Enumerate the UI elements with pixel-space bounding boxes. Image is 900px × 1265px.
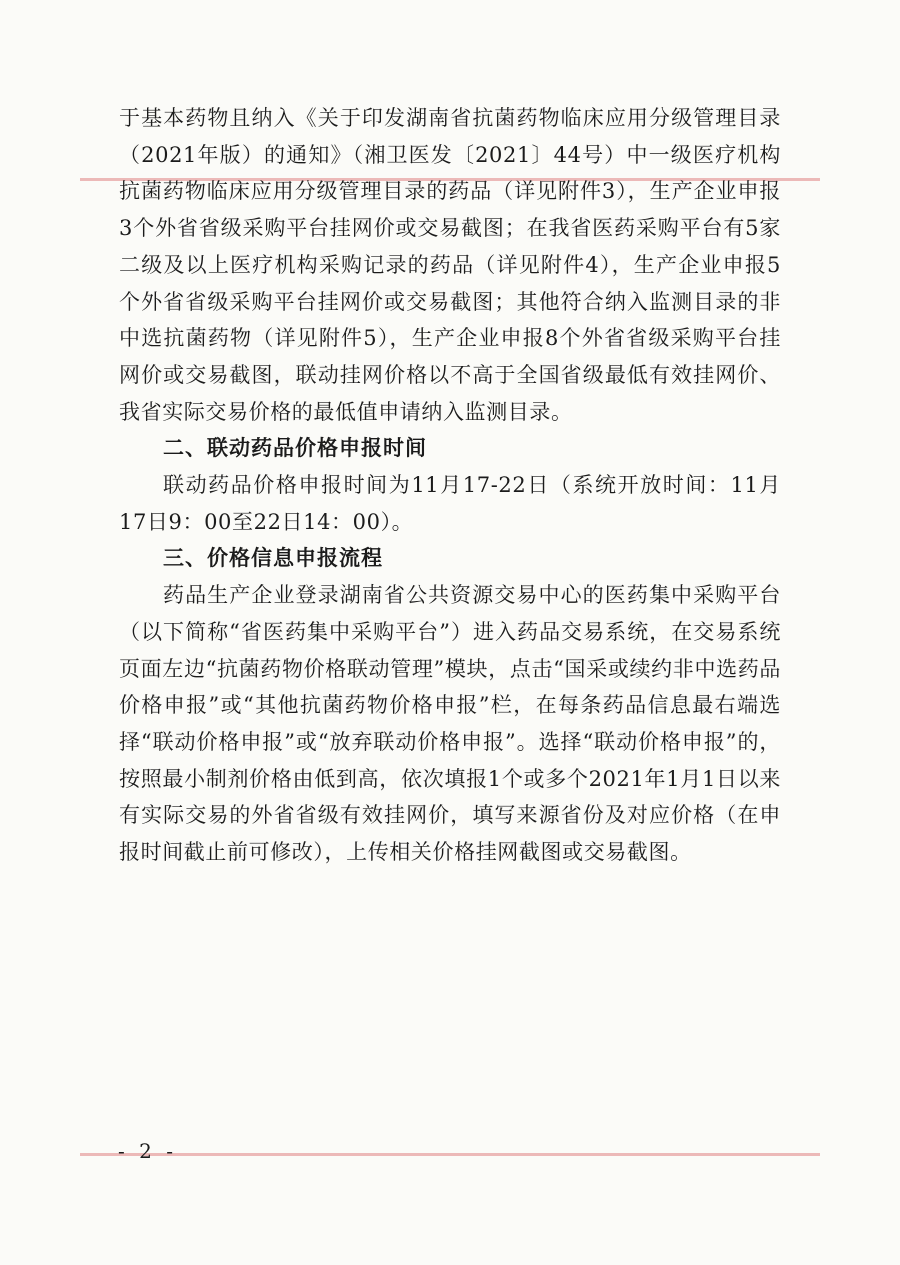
paragraph-declaration-process: 药品生产企业登录湖南省公共资源交易中心的医药集中采购平台（以下简称“省医药集中采购平台”）进入药品交易系统，在交易系统页面左边“抗菌药物价格联动管理”模块，点击“国采或续约非中选药品价格申报”或“其他抗菌药物价格申报”栏，在每条药品信息最右端选择“联动价格申报”或“放弃联动价格申报”。选择“联动价格申报”的，按照最小制剂价格由低到高，依次填报1个或多个2021年1月1日以来有实际交易的外省省级有效挂网价，填写来源省份及对应价格（在申报时间截止前可修改），上传相关价格挂网截图或交易截图。 bbox=[119, 583, 781, 865]
paragraph-continuation: 于基本药物且纳入《关于印发湖南省抗菌药物临床应用分级管理目录（2021年版）的通知》（湘卫医发〔2021〕44号）中一级医疗机构抗菌药物临床应用分级管理目录的药品（详见附件3），生产企业申报3个外省省级采购平台挂网价或交易截图；在我省医药采购平台有5家二级及以上医疗机构采购记录的药品（详见附件4），生产企业申报5个外省省级采购平台挂网价或交易截图；其他符合纳入监测目录的非中选抗菌药物（详见附件5），生产企业申报8个外省省级采购平台挂网价或交易截图，联动挂网价格以不高于全国省级最低有效挂网价、我省实际交易价格的最低值申请纳入监测目录。 bbox=[119, 106, 781, 424]
footer-rule bbox=[80, 1153, 820, 1156]
paragraph-declaration-time: 联动药品价格申报时间为11月17-22日（系统开放时间：11月17日9：00至22日14：00）。 bbox=[119, 473, 781, 534]
section-heading-3: 三、价格信息申报流程 bbox=[163, 546, 383, 571]
section-heading-2: 二、联动药品价格申报时间 bbox=[163, 436, 427, 461]
document-body bbox=[119, 100, 781, 871]
page-number: - 2 - bbox=[118, 1139, 177, 1163]
